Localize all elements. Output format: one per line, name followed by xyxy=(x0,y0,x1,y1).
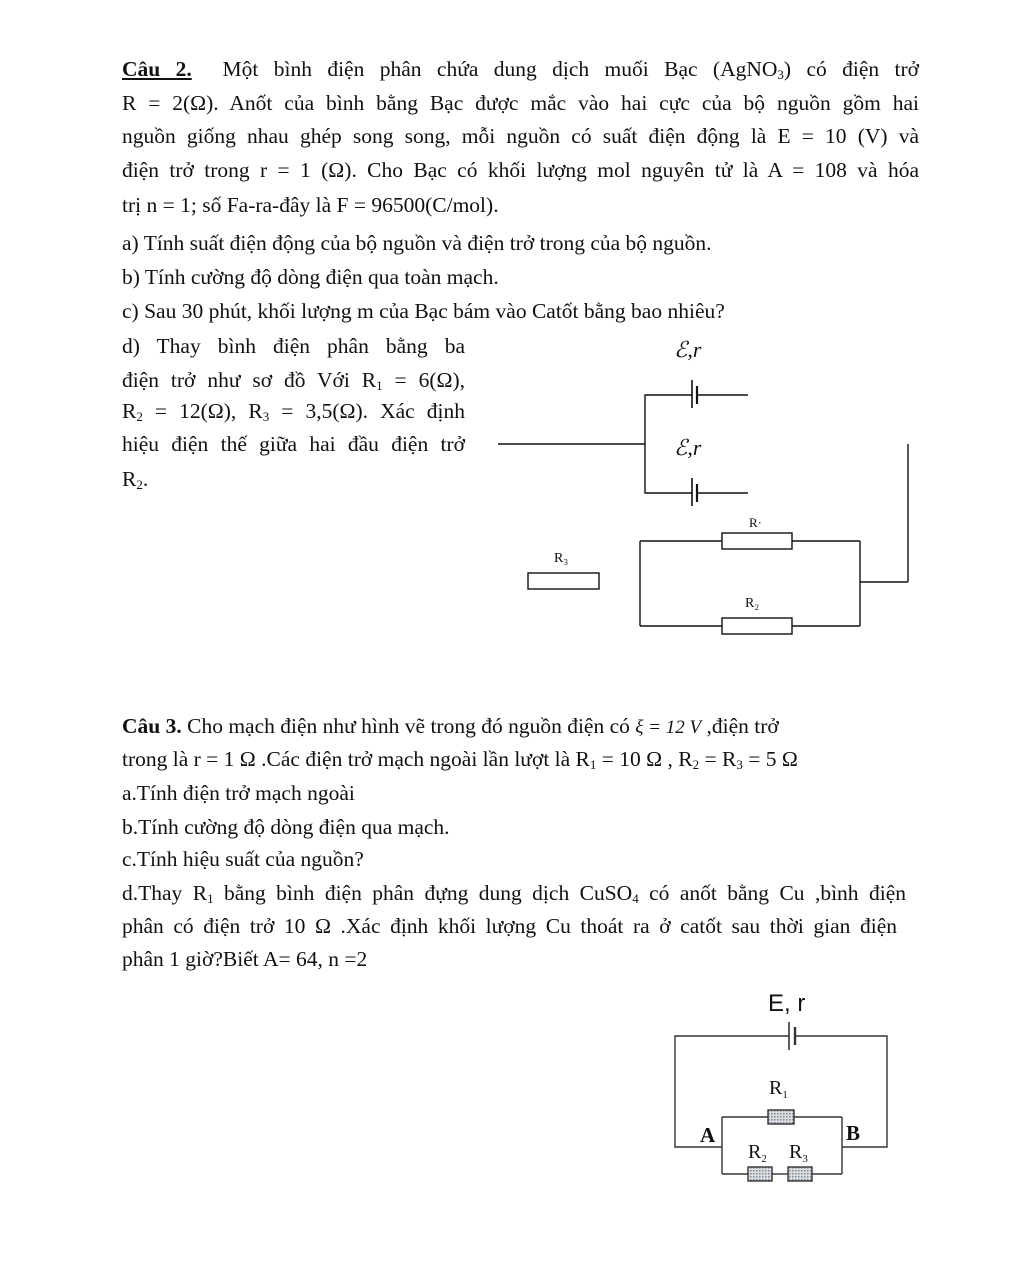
q3-part-d-line-2: phân có điện trở 10 Ω .Xác định khối lượng Cu thoát ra ở catốt sau thời gian điện xyxy=(122,914,897,938)
q3-part-d-line-1 xyxy=(122,880,906,906)
q2-d-text: R xyxy=(122,467,137,491)
q2-line-5: trị n = 1; số Fa-ra-đây là F = 96500(C/mol). xyxy=(122,193,499,217)
q3-sub: 1 xyxy=(207,891,214,906)
q2-d-sub: 1 xyxy=(376,378,383,393)
q2-d-text: = 12(Ω), R xyxy=(142,399,263,423)
q3-text: = R xyxy=(699,747,737,771)
q3-r3-label: $R_3$ xyxy=(789,1141,808,1165)
q2-d-sub: 2 xyxy=(136,409,143,424)
q2-resistor-r1 xyxy=(722,533,792,549)
q3-part-b: b.Tính cường độ dòng điện qua mạch. xyxy=(122,815,450,839)
q2-r1-label: R· xyxy=(749,515,762,530)
q2-line-4: điện trở trong r = 1 (Ω). Cho Bạc có khối lượng mol nguyên tử là A = 108 và hóa xyxy=(122,158,919,182)
q2-line-3: nguồn giống nhau ghép song song, mỗi nguồn có suất điện động là E = 10 (V) và xyxy=(122,124,919,148)
q3-text: ,điện trở xyxy=(701,714,779,738)
q3-part-a: a.Tính điện trở mạch ngoài xyxy=(122,781,355,805)
q2-heading: Câu 2. xyxy=(122,57,192,81)
q2-d-text: điện trở như sơ đồ Với R xyxy=(122,368,377,392)
q3-part-d-line-3: phân 1 giờ?Biết A= 64, n =2 xyxy=(122,947,368,971)
q2-d-text: R xyxy=(122,399,137,423)
q2-source-1-label: ℰ,r xyxy=(674,337,702,362)
q3-sub: 1 xyxy=(589,757,597,772)
q2-part-d-line-1: d) Thay bình điện phân bằng ba xyxy=(122,334,465,358)
q2-r3-label: R₃ xyxy=(554,551,569,566)
q2-source-2-label: ℰ,r xyxy=(674,435,702,460)
q2-d-text: . xyxy=(142,467,149,491)
q2-intro-sub: 3 xyxy=(777,67,784,82)
q3-text: bằng bình điện phân đựng dung dịch CuSO xyxy=(213,881,633,905)
q3-source-label: E, r xyxy=(768,990,806,1017)
q2-d-sub: 3 xyxy=(262,409,270,424)
q2-d-sub: 2 xyxy=(136,477,143,492)
q2-intro-tail: ) có điện trở xyxy=(783,57,920,81)
q2-r2-label: R₂ xyxy=(745,596,760,611)
q2-part-a: a) Tính suất điện động của bộ nguồn và điện trở trong của bộ nguồn. xyxy=(122,231,712,255)
q3-node-b: B xyxy=(846,1121,861,1145)
q2-resistor-r2 xyxy=(722,618,792,634)
q2-resistor-r3 xyxy=(528,573,599,589)
q2-d-text: = 6(Ω), xyxy=(382,368,465,392)
q3-text: trong là r = 1 Ω .Các điện trở mạch ngoài lần lượt là R xyxy=(122,747,590,771)
q3-r2-label: $R_2$ xyxy=(748,1141,767,1165)
q3-heading: Câu 3. xyxy=(122,714,182,738)
q3-sub: 4 xyxy=(632,891,639,906)
q3-part-c: c.Tính hiệu suất của nguồn? xyxy=(122,847,364,871)
q2-line-2: R = 2(Ω). Anốt của bình bằng Bạc được mắc vào hai cực của bộ nguồn gồm hai xyxy=(122,91,919,115)
q2-part-c: c) Sau 30 phút, khối lượng m của Bạc bám vào Catốt bằng bao nhiêu? xyxy=(122,299,725,323)
q3-sub: 2 xyxy=(692,757,700,772)
q3-line-2 xyxy=(122,746,798,772)
q2-intro-text: Một bình điện phân chứa dung dịch muối Bạc (AgNO xyxy=(222,57,778,81)
q2-part-d-line-4: hiệu điện thế giữa hai đầu điện trở xyxy=(122,432,465,456)
q3-r1-label: $R_1$ xyxy=(769,1077,788,1101)
q3-node-a: A xyxy=(700,1123,716,1147)
q3-line-1 xyxy=(122,713,779,741)
q3-text: = 5 Ω xyxy=(742,747,798,771)
q3-text: có anốt bằng Cu ,bình điện xyxy=(638,881,906,905)
q3-text: = 10 Ω , R xyxy=(596,747,693,771)
q3-emf-value: ξ = 12 V xyxy=(635,717,702,738)
q3-text: d.Thay R xyxy=(122,881,208,905)
q2-part-b: b) Tính cường độ dòng điện qua toàn mạch. xyxy=(122,265,499,289)
q2-d-text: = 3,5(Ω). Xác định xyxy=(269,399,465,423)
q3-sub: 3 xyxy=(736,757,743,772)
q3-text: Cho mạch điện như hình vẽ trong đó nguồn điện có xyxy=(187,714,636,738)
